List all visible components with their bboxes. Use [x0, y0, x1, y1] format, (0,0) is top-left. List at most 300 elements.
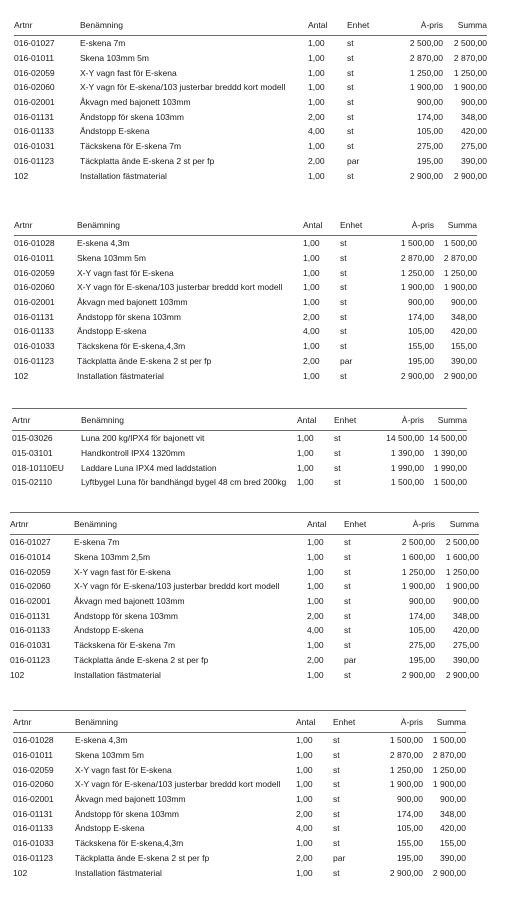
header-qty: Antal — [307, 513, 344, 535]
sum-cell: 1 900,00 — [453, 82, 487, 93]
unit-cell: st — [334, 433, 341, 444]
artnr-cell: 016-02001 — [14, 97, 55, 108]
header-name: Benämning — [81, 409, 297, 431]
unit-cell: st — [333, 779, 340, 790]
qty-cell: 1,00 — [308, 67, 325, 78]
qty-cell: 1,00 — [297, 462, 314, 473]
price-cell: 174,00 — [397, 808, 423, 819]
name-cell: Luna 200 kg/IPX4 för bajonett vit — [81, 433, 205, 444]
sum-cell: 900,00 — [453, 596, 479, 607]
table-row — [14, 80, 487, 95]
price-cell: 1 250,00 — [389, 764, 423, 775]
qty-cell: 1,00 — [308, 170, 325, 181]
table-row — [12, 431, 467, 446]
artnr-cell: 102 — [14, 170, 29, 181]
header-sum: Summa — [424, 409, 467, 431]
table-row — [14, 354, 477, 369]
table-row — [14, 324, 477, 339]
price-table-1 — [14, 14, 487, 183]
table-row — [10, 667, 479, 682]
qty-cell: 2,00 — [303, 311, 320, 322]
header-unit: Enhet — [344, 513, 390, 535]
price-table-5 — [13, 710, 466, 880]
name-cell: Täckskena för E-skena 7m — [74, 640, 176, 651]
qty-cell: 2,00 — [296, 808, 313, 819]
unit-cell: st — [333, 764, 340, 775]
qty-cell: 1,00 — [303, 267, 320, 278]
unit-cell: st — [340, 326, 347, 337]
header-sum: Summa — [423, 711, 466, 733]
header-sum: Summa — [434, 214, 477, 236]
price-cell: 174,00 — [409, 610, 435, 621]
unit-cell: st — [340, 253, 347, 264]
sum-cell: 1 250,00 — [445, 566, 479, 577]
sum-cell: 2 900,00 — [443, 370, 477, 381]
price-cell: 2 900,00 — [400, 370, 434, 381]
price-cell: 155,00 — [408, 341, 434, 352]
header-name: Benämning — [75, 711, 296, 733]
unit-cell: par — [340, 355, 353, 366]
header-artnr: Artnr — [12, 409, 81, 431]
unit-cell: st — [334, 462, 341, 473]
name-cell: X-Y vagn fast för E-skena — [80, 67, 177, 78]
name-cell: Ändstopp E-skena — [74, 625, 144, 636]
price-table-3 — [12, 408, 467, 490]
name-cell: Ändstopp E-skena — [80, 126, 150, 137]
unit-cell: st — [340, 297, 347, 308]
unit-cell: st — [333, 823, 340, 834]
header-unit: Enhet — [347, 14, 394, 36]
header-qty: Antal — [297, 409, 334, 431]
artnr-cell: 016-01028 — [14, 238, 55, 249]
artnr-cell: 016-01133 — [14, 326, 55, 337]
header-artnr: Artnr — [10, 513, 74, 535]
unit-cell: st — [347, 38, 354, 49]
name-cell: X-Y vagn fast för E-skena — [74, 566, 171, 577]
header-unit: Enhet — [334, 409, 380, 431]
artnr-cell: 016-02059 — [10, 566, 51, 577]
table-row — [14, 65, 487, 80]
artnr-cell: 016-02059 — [13, 764, 54, 775]
price-cell: 900,00 — [417, 97, 443, 108]
price-cell: 1 390,00 — [390, 448, 424, 459]
table-row — [12, 460, 467, 475]
name-cell: X-Y vagn fast för E-skena — [75, 764, 172, 775]
qty-cell: 1,00 — [296, 779, 313, 790]
price-cell: 1 250,00 — [409, 67, 443, 78]
header-name: Benämning — [74, 513, 307, 535]
unit-cell: st — [347, 67, 354, 78]
sum-cell: 1 600,00 — [445, 552, 479, 563]
table-row — [12, 446, 467, 461]
qty-cell: 1,00 — [307, 537, 324, 548]
name-cell: Installation fästmaterial — [77, 370, 164, 381]
table-row — [14, 109, 487, 124]
header-name: Benämning — [80, 14, 308, 36]
qty-cell: 1,00 — [296, 838, 313, 849]
unit-cell: st — [347, 82, 354, 93]
unit-cell: st — [333, 750, 340, 761]
name-cell: Laddare Luna IPX4 med laddstation — [81, 462, 217, 473]
unit-cell: st — [344, 552, 351, 563]
qty-cell: 1,00 — [303, 341, 320, 352]
price-cell: 155,00 — [397, 838, 423, 849]
price-cell: 1 250,00 — [400, 267, 434, 278]
qty-cell: 1,00 — [307, 566, 324, 577]
sum-cell: 1 250,00 — [453, 67, 487, 78]
name-cell: Skena 103mm 5m — [75, 750, 144, 761]
table-row — [14, 124, 487, 139]
price-cell: 2 500,00 — [409, 38, 443, 49]
artnr-cell: 016-01131 — [14, 311, 55, 322]
name-cell: X-Y vagn fast för E-skena — [77, 267, 174, 278]
sum-cell: 390,00 — [453, 654, 479, 665]
price-cell: 1 900,00 — [400, 282, 434, 293]
header-sum: Summa — [443, 14, 487, 36]
table-row — [14, 36, 487, 51]
qty-cell: 1,00 — [296, 764, 313, 775]
artnr-cell: 015-03026 — [12, 433, 53, 444]
header-unit: Enhet — [340, 214, 387, 236]
artnr-cell: 102 — [10, 669, 25, 680]
sum-cell: 348,00 — [453, 610, 479, 621]
artnr-cell: 016-02059 — [14, 67, 55, 78]
qty-cell: 1,00 — [303, 238, 320, 249]
artnr-cell: 102 — [13, 867, 28, 878]
table-row — [14, 95, 487, 110]
artnr-cell: 016-01011 — [13, 750, 54, 761]
qty-cell: 4,00 — [303, 326, 320, 337]
sum-cell: 14 500,00 — [429, 433, 467, 444]
name-cell: Åkvagn med bajonett 103mm — [75, 794, 186, 805]
name-cell: X-Y vagn för E-skena/103 justerbar breddd kort modell — [77, 282, 283, 293]
price-table-4 — [10, 512, 479, 682]
table-row — [10, 623, 479, 638]
artnr-cell: 016-01123 — [14, 355, 55, 366]
table-row — [13, 821, 466, 836]
name-cell: E-skena 7m — [80, 38, 126, 49]
qty-cell: 1,00 — [307, 552, 324, 563]
name-cell: Installation fästmaterial — [75, 867, 162, 878]
qty-cell: 4,00 — [307, 625, 324, 636]
header-price: À-pris — [394, 14, 443, 36]
header-price: À-pris — [380, 409, 424, 431]
qty-cell: 1,00 — [297, 448, 314, 459]
artnr-cell: 016-01033 — [14, 341, 55, 352]
unit-cell: st — [340, 267, 347, 278]
table-row — [10, 653, 479, 668]
unit-cell: st — [347, 126, 354, 137]
table-row — [14, 295, 477, 310]
table-row — [13, 762, 466, 777]
qty-cell: 2,00 — [307, 654, 324, 665]
name-cell: Täckskena för E-skena 7m — [80, 141, 182, 152]
sum-cell: 2 900,00 — [445, 669, 479, 680]
unit-cell: st — [344, 640, 351, 651]
unit-cell: st — [340, 370, 347, 381]
name-cell: Ändstopp för skena 103mm — [77, 311, 181, 322]
artnr-cell: 016-01033 — [13, 838, 54, 849]
unit-cell: st — [340, 341, 347, 352]
artnr-cell: 016-02001 — [14, 297, 55, 308]
header-price: À-pris — [387, 214, 434, 236]
qty-cell: 1,00 — [296, 794, 313, 805]
artnr-cell: 016-01014 — [10, 552, 51, 563]
artnr-cell: 016-02060 — [13, 779, 54, 790]
artnr-cell: 016-02060 — [14, 282, 55, 293]
unit-cell: st — [347, 53, 354, 64]
qty-cell: 1,00 — [308, 38, 325, 49]
qty-cell: 2,00 — [308, 111, 325, 122]
table-row — [14, 265, 477, 280]
price-cell: 2 500,00 — [401, 537, 435, 548]
qty-cell: 1,00 — [297, 477, 314, 488]
price-cell: 1 500,00 — [389, 735, 423, 746]
qty-cell: 1,00 — [307, 669, 324, 680]
artnr-cell: 016-01133 — [10, 625, 51, 636]
unit-cell: par — [344, 654, 357, 665]
sum-cell: 275,00 — [461, 141, 487, 152]
table-row — [10, 579, 479, 594]
price-cell: 195,00 — [397, 852, 423, 863]
price-cell: 105,00 — [397, 823, 423, 834]
name-cell: Ändstopp för skena 103mm — [80, 111, 184, 122]
sum-cell: 2 900,00 — [432, 867, 466, 878]
price-cell: 174,00 — [408, 311, 434, 322]
name-cell: Ändstopp för skena 103mm — [74, 610, 178, 621]
table-row — [14, 51, 487, 66]
unit-cell: par — [333, 852, 346, 863]
sum-cell: 900,00 — [440, 794, 466, 805]
qty-cell: 1,00 — [308, 97, 325, 108]
name-cell: Täckskena för E-skena,4,3m — [77, 341, 186, 352]
artnr-cell: 016-02001 — [10, 596, 51, 607]
sum-cell: 2 500,00 — [445, 537, 479, 548]
name-cell: E-skena 7m — [74, 537, 120, 548]
qty-cell: 1,00 — [307, 640, 324, 651]
table-row — [14, 139, 487, 154]
header-artnr: Artnr — [14, 14, 80, 36]
header-name: Benämning — [77, 214, 303, 236]
unit-cell: st — [347, 97, 354, 108]
unit-cell: st — [333, 808, 340, 819]
sum-cell: 1 900,00 — [432, 779, 466, 790]
header-artnr: Artnr — [14, 214, 77, 236]
unit-cell: st — [347, 141, 354, 152]
table-row — [13, 851, 466, 866]
price-cell: 195,00 — [417, 155, 443, 166]
unit-cell: st — [333, 867, 340, 878]
qty-cell: 2,00 — [308, 155, 325, 166]
table-row — [14, 280, 477, 295]
unit-cell: st — [344, 669, 351, 680]
qty-cell: 1,00 — [296, 750, 313, 761]
unit-cell: st — [333, 838, 340, 849]
name-cell: Täckplatta ände E-skena 2 st per fp — [75, 852, 210, 863]
sum-cell: 390,00 — [451, 355, 477, 366]
header-qty: Antal — [303, 214, 340, 236]
table-row — [14, 236, 477, 251]
qty-cell: 1,00 — [296, 735, 313, 746]
name-cell: E-skena 4,3m — [75, 735, 128, 746]
sum-cell: 348,00 — [451, 311, 477, 322]
price-cell: 195,00 — [408, 355, 434, 366]
table-row — [13, 733, 466, 748]
sum-cell: 420,00 — [440, 823, 466, 834]
price-cell: 1 900,00 — [389, 779, 423, 790]
price-cell: 174,00 — [417, 111, 443, 122]
name-cell: Lyftbygel Luna för bandhängd bygel 48 cm bred 200kg — [81, 477, 287, 488]
unit-cell: st — [344, 581, 351, 592]
artnr-cell: 016-01123 — [13, 852, 54, 863]
qty-cell: 1,00 — [303, 282, 320, 293]
price-cell: 14 500,00 — [386, 433, 424, 444]
unit-cell: st — [340, 238, 347, 249]
sum-cell: 900,00 — [461, 97, 487, 108]
table-row — [10, 564, 479, 579]
sum-cell: 420,00 — [453, 625, 479, 636]
table-row — [14, 154, 487, 169]
sum-cell: 155,00 — [440, 838, 466, 849]
artnr-cell: 016-01131 — [13, 808, 54, 819]
price-cell: 2 870,00 — [409, 53, 443, 64]
table-row — [13, 777, 466, 792]
price-cell: 2 900,00 — [389, 867, 423, 878]
price-cell: 900,00 — [408, 297, 434, 308]
unit-cell: st — [344, 625, 351, 636]
qty-cell: 1,00 — [297, 433, 314, 444]
name-cell: Skena 103mm 5m — [77, 253, 146, 264]
table-row — [14, 339, 477, 354]
table-row — [10, 594, 479, 609]
qty-cell: 4,00 — [308, 126, 325, 137]
artnr-cell: 016-02060 — [10, 581, 51, 592]
unit-cell: st — [334, 448, 341, 459]
qty-cell: 1,00 — [303, 297, 320, 308]
artnr-cell: 016-01031 — [14, 141, 55, 152]
artnr-cell: 102 — [14, 370, 29, 381]
qty-cell: 2,00 — [303, 355, 320, 366]
price-cell: 1 900,00 — [401, 581, 435, 592]
unit-cell: st — [344, 596, 351, 607]
artnr-cell: 016-01028 — [13, 735, 54, 746]
qty-cell: 1,00 — [307, 581, 324, 592]
unit-cell: st — [347, 111, 354, 122]
header-unit: Enhet — [333, 711, 377, 733]
table-row — [14, 368, 477, 383]
header-sum: Summa — [435, 513, 479, 535]
sum-cell: 2 870,00 — [453, 53, 487, 64]
artnr-cell: 016-01123 — [14, 155, 55, 166]
table-row — [13, 748, 466, 763]
qty-cell: 2,00 — [296, 852, 313, 863]
artnr-cell: 016-01011 — [14, 53, 55, 64]
table-row — [10, 608, 479, 623]
sum-cell: 390,00 — [440, 852, 466, 863]
price-cell: 2 870,00 — [389, 750, 423, 761]
name-cell: X-Y vagn för E-skena/103 justerbar breddd kort modell — [80, 82, 286, 93]
artnr-cell: 016-01131 — [10, 610, 51, 621]
table-row — [13, 865, 466, 880]
artnr-cell: 018-10110EU — [12, 462, 64, 473]
artnr-cell: 016-01123 — [10, 654, 51, 665]
header-artnr: Artnr — [13, 711, 75, 733]
sum-cell: 1 900,00 — [443, 282, 477, 293]
name-cell: Åkvagn med bajonett 103mm — [77, 297, 188, 308]
price-cell: 2 900,00 — [409, 170, 443, 181]
price-cell: 1 990,00 — [390, 462, 424, 473]
name-cell: X-Y vagn för E-skena/103 justerbar breddd kort modell — [74, 581, 280, 592]
table-row — [13, 792, 466, 807]
qty-cell: 1,00 — [303, 370, 320, 381]
unit-cell: st — [344, 610, 351, 621]
sum-cell: 1 990,00 — [433, 462, 467, 473]
unit-cell: st — [344, 566, 351, 577]
price-cell: 2 900,00 — [401, 669, 435, 680]
price-cell: 900,00 — [397, 794, 423, 805]
name-cell: X-Y vagn för E-skena/103 justerbar breddd kort modell — [75, 779, 281, 790]
sum-cell: 390,00 — [461, 155, 487, 166]
artnr-cell: 016-01027 — [14, 38, 55, 49]
table-row — [14, 251, 477, 266]
table-row — [13, 806, 466, 821]
price-cell: 105,00 — [409, 625, 435, 636]
sum-cell: 155,00 — [451, 341, 477, 352]
name-cell: Skena 103mm 2,5m — [74, 552, 151, 563]
artnr-cell: 016-01027 — [10, 537, 51, 548]
price-cell: 275,00 — [409, 640, 435, 651]
name-cell: Täckplatta ände E-skena 2 st per fp — [77, 355, 212, 366]
sum-cell: 1 250,00 — [443, 267, 477, 278]
name-cell: Åkvagn med bajonett 103mm — [74, 596, 185, 607]
qty-cell: 1,00 — [307, 596, 324, 607]
name-cell: Täckplatta ände E-skena 2 st per fp — [74, 654, 209, 665]
artnr-cell: 016-01031 — [10, 640, 51, 651]
price-cell: 1 900,00 — [409, 82, 443, 93]
artnr-cell: 016-02060 — [14, 82, 55, 93]
sum-cell: 420,00 — [451, 326, 477, 337]
sum-cell: 2 900,00 — [453, 170, 487, 181]
table-row — [13, 836, 466, 851]
unit-cell: st — [340, 311, 347, 322]
unit-cell: st — [333, 735, 340, 746]
artnr-cell: 016-01133 — [14, 126, 55, 137]
sum-cell: 2 870,00 — [443, 253, 477, 264]
name-cell: Åkvagn med bajonett 103mm — [80, 97, 191, 108]
artnr-cell: 016-01011 — [14, 253, 55, 264]
price-cell: 195,00 — [409, 654, 435, 665]
unit-cell: st — [344, 537, 351, 548]
sum-cell: 420,00 — [461, 126, 487, 137]
unit-cell: st — [334, 477, 341, 488]
name-cell: Täckplatta ände E-skena 2 st per fp — [80, 155, 215, 166]
artnr-cell: 015-02110 — [12, 477, 53, 488]
sum-cell: 2 870,00 — [432, 750, 466, 761]
price-cell: 105,00 — [417, 126, 443, 137]
header-price: À-pris — [390, 513, 435, 535]
name-cell: Handkontroll IPX4 1320mm — [81, 448, 185, 459]
price-cell: 1 500,00 — [390, 477, 424, 488]
sum-cell: 1 500,00 — [433, 477, 467, 488]
sum-cell: 348,00 — [440, 808, 466, 819]
name-cell: E-skena 4,3m — [77, 238, 130, 249]
price-cell: 275,00 — [417, 141, 443, 152]
name-cell: Installation fästmaterial — [80, 170, 167, 181]
price-cell: 1 600,00 — [401, 552, 435, 563]
qty-cell: 2,00 — [307, 610, 324, 621]
table-row — [10, 535, 479, 550]
sum-cell: 2 500,00 — [453, 38, 487, 49]
